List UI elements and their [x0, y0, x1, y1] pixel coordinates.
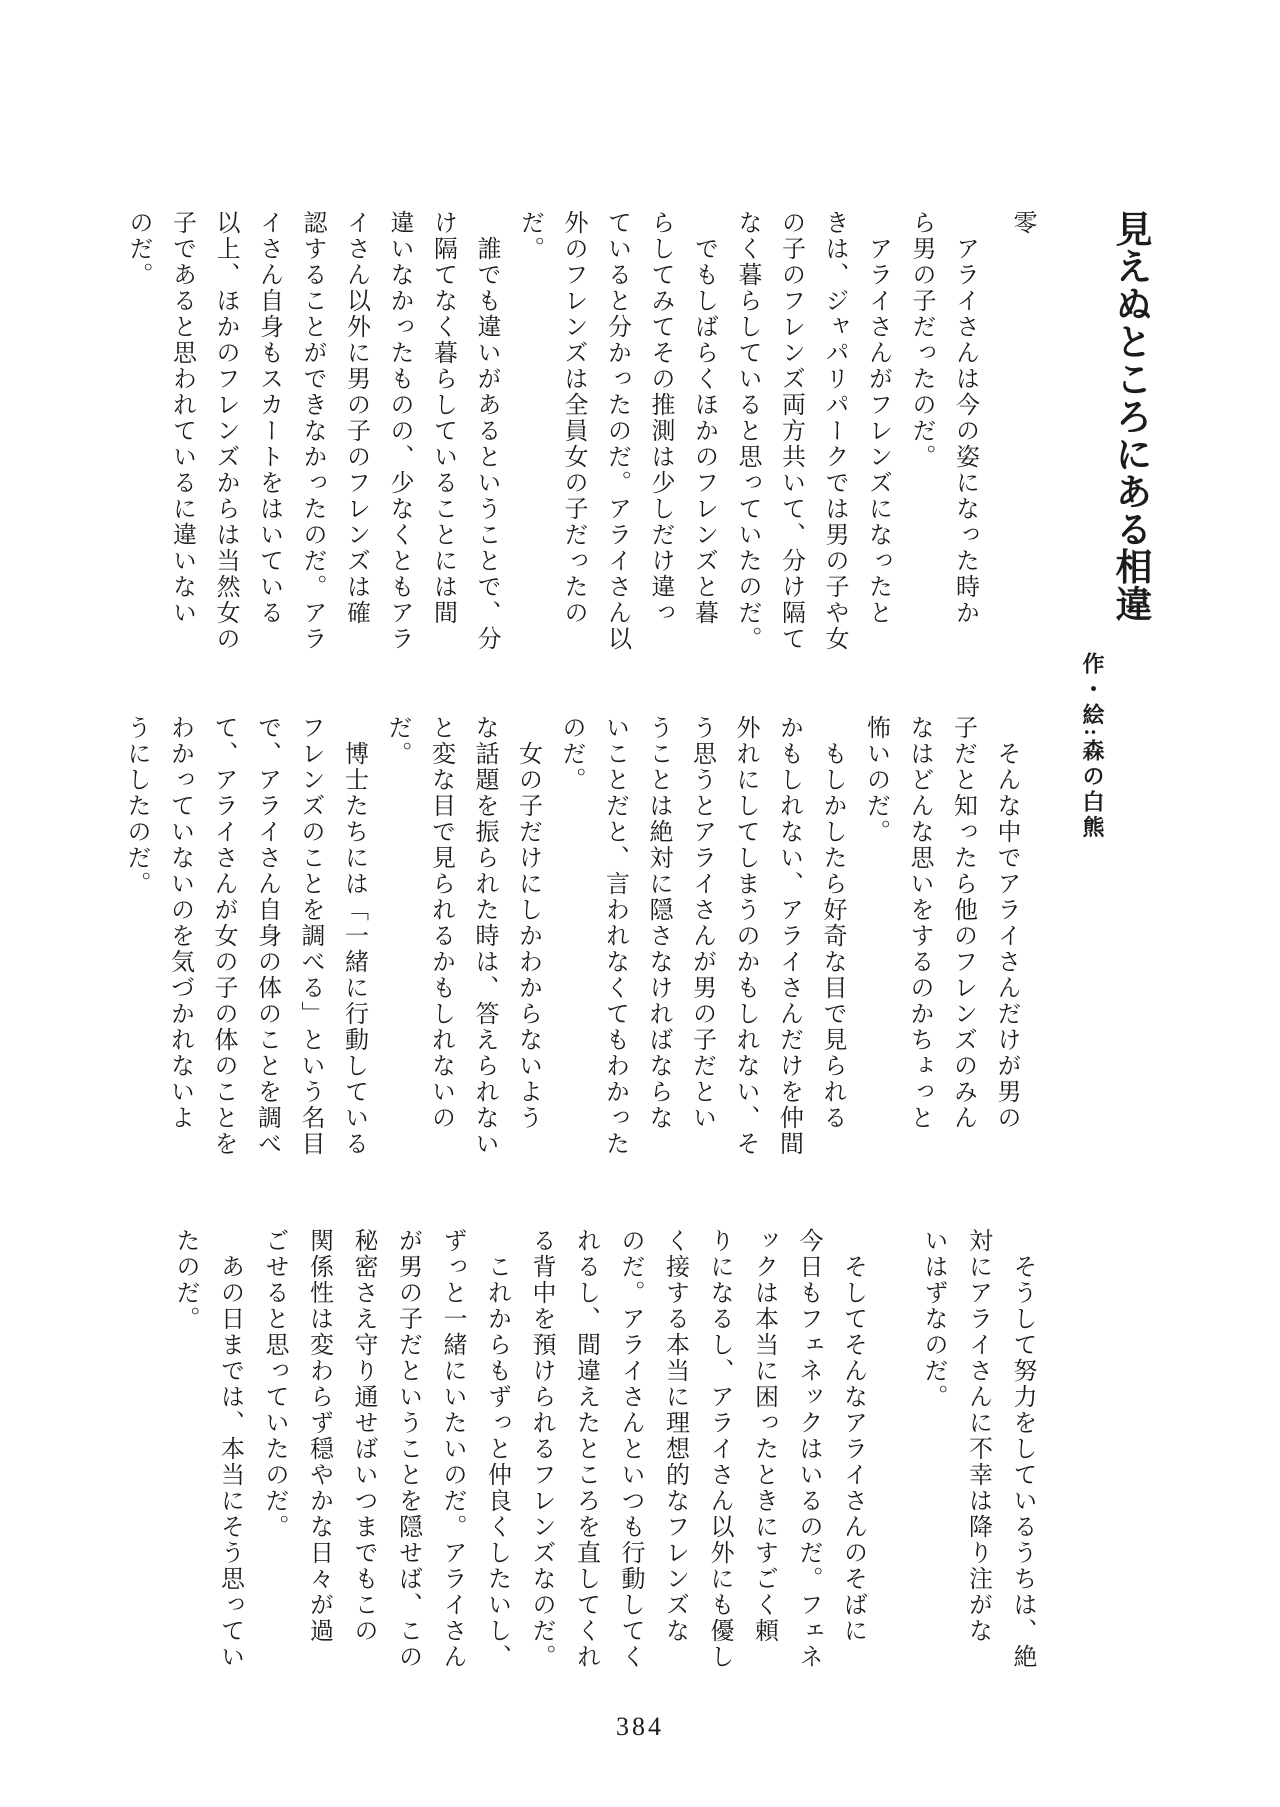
text-column: 認することができなかったのだ。アラ	[299, 210, 325, 652]
text-column: け隔てなく暮らしていることには間	[429, 210, 456, 626]
text-column: の子のフレンズ両方共いて、分け隔て	[777, 210, 804, 652]
section-marker: 零	[1009, 210, 1035, 236]
text-column: と変な目で見られるかもしれないの	[427, 715, 454, 1131]
text-column: 女の子だけにしかわからないよう	[514, 715, 541, 1131]
text-band-2	[114, 715, 1028, 1167]
text-column: る背中を預けられるフレンズなのだ。	[528, 1228, 554, 1670]
text-column: 外れにしてしまうのかもしれない、そ	[732, 715, 758, 1157]
text-column: アライさんがフレンズになったと	[864, 210, 891, 626]
text-column: 秘密さえ守り通せばいつまでもこの	[350, 1228, 376, 1644]
text-column: 以上、ほかのフレンズからは当然女の	[212, 210, 238, 652]
text-column: フレンズのことを調べる」という名目	[297, 715, 323, 1157]
text-column: が男の子だということを隠せば、この	[394, 1228, 421, 1670]
text-column: な話題を振られた時は、答えられない	[471, 715, 497, 1157]
text-band-3	[163, 1228, 1045, 1680]
text-column: かもしれない、アライさんだけを仲間	[775, 715, 802, 1157]
text-column: ごせると思っていたのだ。	[261, 1228, 287, 1540]
text-column: 今日もフェネックはいるのだ。フェネ	[795, 1228, 821, 1670]
text-column: きは、ジャパリパークでは男の子や女	[821, 210, 847, 652]
author-credit: 作・絵:森の白熊	[1080, 652, 1105, 842]
text-column: 外のフレンズは全員女の子だったの	[560, 210, 586, 626]
text-column: 対にアライさんに不幸は降り注がな	[964, 1228, 991, 1644]
text-column: そうして努力をしているうちは、絶	[1009, 1228, 1035, 1670]
text-column: 関係性は変わらず穏やかな日々が過	[305, 1228, 332, 1644]
text-column: だ。	[516, 210, 543, 262]
text-column: いはずなのだ。	[920, 1228, 946, 1410]
text-column: 子であると思われているに違いない	[168, 210, 195, 626]
story-title: 見えぬところにある相違	[1109, 210, 1150, 623]
text-column: うことは絶対に隠さなければならな	[645, 715, 671, 1131]
text-column: ていると分かったのだ。アライさん以	[603, 210, 630, 652]
text-column: らしてみてその推測は少しだけ違っ	[647, 210, 673, 626]
text-column: ックは本当に困ったときにすごく頼	[750, 1228, 777, 1644]
text-column: たのだ。	[172, 1228, 198, 1332]
text-column: でもしばらくほかのフレンズと暮	[690, 210, 717, 626]
text-column: なはどんな思いをするのかちょっと	[906, 715, 932, 1131]
text-column: のだ。	[558, 715, 584, 793]
text-column: ずっと一緒にいたいのだ。アライさん	[439, 1228, 465, 1670]
text-column: う思うとアライさんが男の子だとい	[688, 715, 715, 1131]
text-column: のだ。	[125, 210, 151, 288]
text-column: りになるし、アライさん以外にも優し	[706, 1228, 732, 1670]
text-column: そしてそんなアライさんのそばに	[839, 1228, 866, 1644]
text-column: そんな中でアライさんだけが男の	[993, 715, 1019, 1131]
text-column: ら男の子だったのだ。	[908, 210, 934, 470]
text-band-1	[116, 210, 1158, 662]
text-column: 違いなかったものの、少なくともアラ	[386, 210, 412, 652]
text-column: 博士たちには「一緒に行動している	[340, 715, 367, 1157]
page-number: 384	[616, 1712, 664, 1741]
text-column: だ。	[384, 715, 410, 767]
text-column: 誰でも違いがあるということで、分	[473, 210, 499, 652]
text-column: れるし、間違えたところを直してくれ	[572, 1228, 599, 1670]
text-column: て、アライさんが女の子の体のことを	[210, 715, 236, 1157]
text-column: なく暮らしていると思っていたのだ。	[734, 210, 760, 652]
text-column: いことだと、言われなくてもわかった	[601, 715, 628, 1157]
text-column: うにしたのだ。	[123, 715, 149, 897]
text-column: イさん以外に男の子のフレンズは確	[342, 210, 369, 626]
text-column: く接する本当に理想的なフレンズな	[661, 1228, 688, 1644]
text-column: もしかしたら好奇な目で見られる	[819, 715, 845, 1131]
text-column: アライさんは今の姿になった時か	[951, 210, 978, 626]
text-column: これからもずっと仲良くしたいし、	[483, 1228, 510, 1670]
text-column: のだ。アライさんといつも行動してく	[617, 1228, 643, 1670]
text-column: 怖いのだ。	[862, 715, 889, 845]
text-column: わかっていないのを気づかれないよ	[166, 715, 193, 1131]
text-column: あの日までは、本当にそう思ってい	[216, 1228, 243, 1670]
text-column: イさん自身もスカートをはいている	[255, 210, 282, 626]
text-column: 子だと知ったら他のフレンズのみん	[949, 715, 976, 1131]
paragraph-gap	[875, 1228, 911, 1680]
text-column: で、アライさん自身の体のことを調べ	[253, 715, 280, 1157]
